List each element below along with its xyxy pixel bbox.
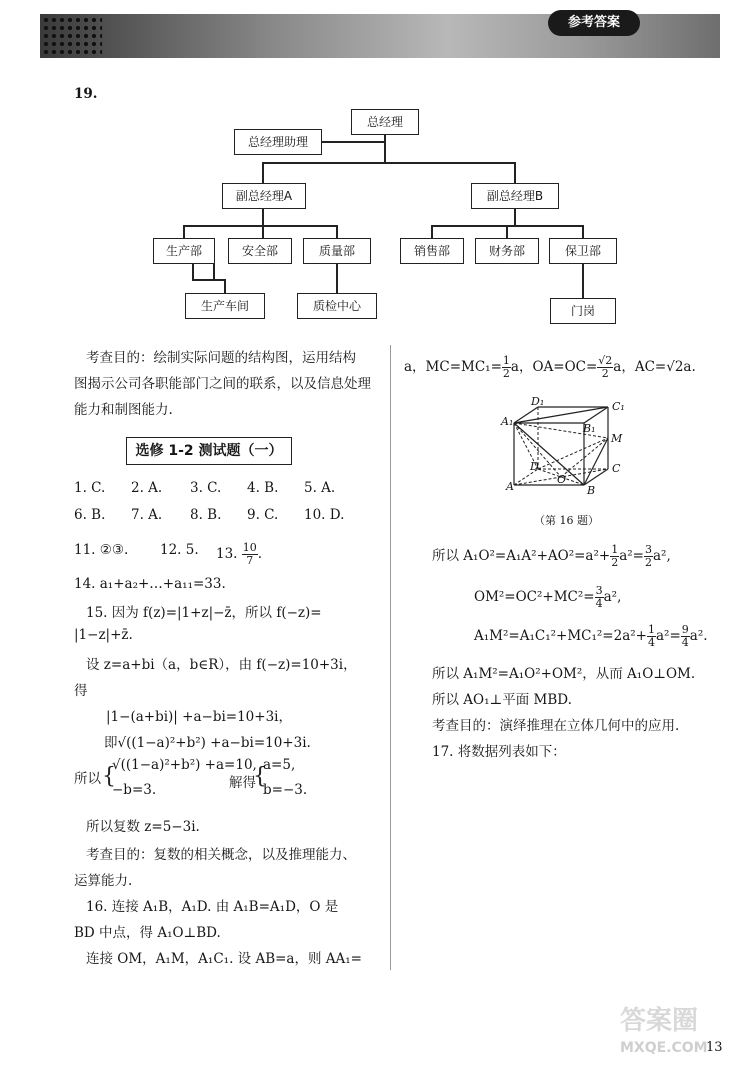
q16-step5: 所以 AO₁⊥平面 MBD. [432, 692, 572, 708]
answer-13-label: 13. [216, 546, 238, 562]
column-divider [390, 345, 391, 970]
fraction-denominator: 2 [611, 556, 619, 569]
org-box-security: 保卫部 [549, 238, 617, 264]
fraction-numerator: 1 [611, 543, 619, 556]
org-line [192, 279, 214, 281]
fig-label-b1: B₁ [583, 422, 596, 435]
figure-caption: （第 16 题） [534, 514, 599, 527]
org-line [321, 141, 384, 143]
fraction-denominator: 4 [595, 597, 603, 610]
q16-s3-a: A₁M²=A₁C₁²+MC₁²=2a²+ [474, 628, 647, 644]
org-line [384, 132, 386, 163]
fraction-numerator: 1 [502, 354, 510, 367]
fraction-numerator: 3 [595, 584, 603, 597]
fraction [610, 544, 619, 569]
q16-s2-a: OM²=OC²+MC²= [474, 589, 595, 605]
fraction-denominator: 4 [647, 636, 655, 649]
fraction-numerator: √2 [598, 354, 613, 367]
org-line [431, 225, 433, 239]
org-line [262, 225, 264, 239]
org-box-vp-b: 副总经理B [471, 183, 559, 209]
q16-s3-b: a²= [655, 628, 681, 644]
fraction-denominator: 7 [246, 554, 254, 567]
q16-line2: BD 中点，得 A₁O⊥BD. [74, 925, 221, 941]
org-line [213, 262, 215, 280]
q15-solution-b: b=−3. [263, 782, 308, 798]
fig-label-b: B [587, 484, 596, 497]
org-line [582, 225, 584, 239]
q16-s1-a: 所以 A₁O²=A₁A²+AO²=a²+ [432, 548, 611, 564]
org-line [192, 262, 194, 280]
fig-label-c: C [612, 462, 621, 475]
q15-line1: 15. 因为 f(z)=|1+z|−z̄，所以 f(−z)= [86, 605, 322, 621]
fraction [644, 544, 653, 569]
answer-11: 11. ②③. [74, 542, 129, 558]
q15-brace-left: { [102, 764, 116, 789]
watermark-url: MXQE.COM [620, 1040, 708, 1056]
q17-intro: 17. 将数据列表如下： [432, 744, 566, 760]
q16-r1-part-a: a，MC=MC₁= [404, 359, 502, 375]
answer-3: 3. C. [190, 480, 222, 496]
q15-line9: 考查目的：复数的相关概念，以及推理能力、 [86, 847, 356, 863]
fraction [502, 355, 511, 380]
q16-line1: 16. 连接 A₁B，A₁D. 由 A₁B=A₁D，O 是 [86, 899, 339, 915]
q15-line2: |1−z|+z̄. [74, 627, 133, 643]
header-dot-pattern [42, 16, 102, 56]
org-box-production: 生产部 [153, 238, 215, 264]
question-19-number: 19. [74, 86, 98, 102]
fraction-numerator: 10 [242, 541, 257, 554]
fraction [595, 585, 604, 610]
q19-purpose-line3: 能力和制图能力. [74, 402, 173, 418]
fig-label-a1: A₁ [501, 415, 514, 428]
answer-7: 7. A. [131, 507, 163, 523]
org-line [514, 209, 516, 225]
q15-solution-a: a=5, [263, 757, 296, 773]
org-box-qc-center: 质检中心 [297, 293, 377, 319]
q15-line3: 设 z=a+bi（a，b∈R），由 f(−z)=10+3i， [86, 657, 357, 673]
org-line [506, 225, 508, 239]
answer-13-fraction [242, 542, 258, 567]
org-box-finance: 财务部 [475, 238, 539, 264]
fraction-denominator: 2 [502, 367, 510, 380]
answer-9: 9. C. [247, 507, 279, 523]
q16-s1-b: a²= [619, 548, 644, 564]
org-line [213, 279, 225, 281]
fraction-numerator: 1 [647, 623, 655, 636]
org-box-sales: 销售部 [400, 238, 464, 264]
q16-step6: 考查目的：演绎推理在立体几何中的应用. [432, 718, 680, 734]
q16-r1-part-b: a，OA=OC= [510, 359, 598, 375]
org-box-quality: 质量部 [303, 238, 371, 264]
q16-step1 [432, 544, 671, 569]
q16-step4: 所以 A₁M²=A₁O²+OM²，从而 A₁O⊥OM. [432, 666, 696, 682]
answer-5: 5. A. [304, 480, 336, 496]
fig-label-m: M [611, 432, 623, 445]
q16-right-line1 [404, 355, 696, 380]
answer-4: 4. B. [247, 480, 279, 496]
q15-system-eq2: −b=3. [112, 782, 157, 798]
q16-step2 [474, 585, 621, 610]
q15-brace-right: { [253, 764, 267, 789]
q16-s3-c: a². [689, 628, 708, 644]
answer-2: 2. A. [131, 480, 163, 496]
answer-10: 10. D. [304, 507, 345, 523]
q16-r1-part-c: a，AC=√2a. [613, 359, 696, 375]
fig-label-d1: D₁ [531, 395, 545, 408]
fraction [647, 624, 656, 649]
fraction-denominator: 4 [681, 636, 689, 649]
answer-1: 1. C. [74, 480, 106, 496]
answer-13: 13. $\frac{10}{7}$ . [216, 541, 263, 567]
cube-figure [500, 393, 630, 503]
org-box-assistant: 总经理助理 [234, 129, 322, 155]
org-line [262, 209, 264, 225]
q15-line4: 得 [74, 683, 88, 699]
q19-purpose-line2: 图揭示公司各职能部门之间的联系，以及信息处理 [74, 376, 371, 392]
org-line [183, 225, 337, 227]
q16-s2-b: a², [603, 589, 622, 605]
fraction-numerator: 9 [681, 623, 689, 636]
q15-line6: 即√((1−a)²+b²) +a−bi=10+3i. [104, 735, 311, 751]
org-line [183, 225, 185, 239]
org-line [262, 162, 515, 164]
org-box-root: 总经理 [351, 109, 419, 135]
q15-so-label: 所以 [74, 771, 101, 787]
q15-line8: 所以复数 z=5−3i. [86, 819, 200, 835]
fig-label-c1: C₁ [612, 400, 625, 413]
q19-purpose-line1: 考查目的：绘制实际问题的结构图，运用结构 [86, 350, 356, 366]
answer-6: 6. B. [74, 507, 106, 523]
q14-line: 14. a₁+a₂+…+a₁₁=33. [74, 576, 226, 592]
fig-label-a: A [506, 480, 514, 493]
fraction-numerator: 3 [644, 543, 652, 556]
q15-line10: 运算能力. [74, 873, 133, 889]
answer-12: 12. 5. [160, 542, 199, 558]
org-line [582, 262, 584, 298]
q16-line3: 连接 OM，A₁M，A₁C₁. 设 AB=a，则 AA₁= [86, 951, 362, 967]
watermark-logo: 答案圈 [620, 1006, 699, 1036]
org-box-safety: 安全部 [228, 238, 292, 264]
fraction-denominator: 2 [601, 367, 609, 380]
org-line [336, 262, 338, 293]
q15-system-eq1: √((1−a)²+b²) +a=10, [112, 757, 257, 773]
q15-line5: |1−(a+bi)| +a−bi=10+3i， [106, 709, 292, 725]
org-line [224, 279, 226, 294]
fig-label-o: O [557, 473, 567, 486]
org-box-gate: 门岗 [550, 298, 616, 324]
answer-8: 8. B. [190, 507, 222, 523]
header-tag: 参考答案 [548, 10, 640, 36]
page-number: 13 [706, 1040, 723, 1055]
q16-step3 [474, 624, 708, 649]
org-line [262, 162, 264, 183]
org-line [514, 162, 516, 183]
q15-solve-label: 解得 [229, 775, 256, 791]
section-title: 选修 1-2 测试题（一） [126, 437, 292, 465]
fig-label-d: D [530, 460, 539, 473]
fraction [681, 624, 690, 649]
q16-s1-c: a², [652, 548, 671, 564]
fraction-denominator: 2 [644, 556, 652, 569]
org-box-workshop: 生产车间 [185, 293, 265, 319]
org-box-vp-a: 副总经理A [222, 183, 306, 209]
org-line [336, 225, 338, 239]
fraction [597, 355, 613, 380]
